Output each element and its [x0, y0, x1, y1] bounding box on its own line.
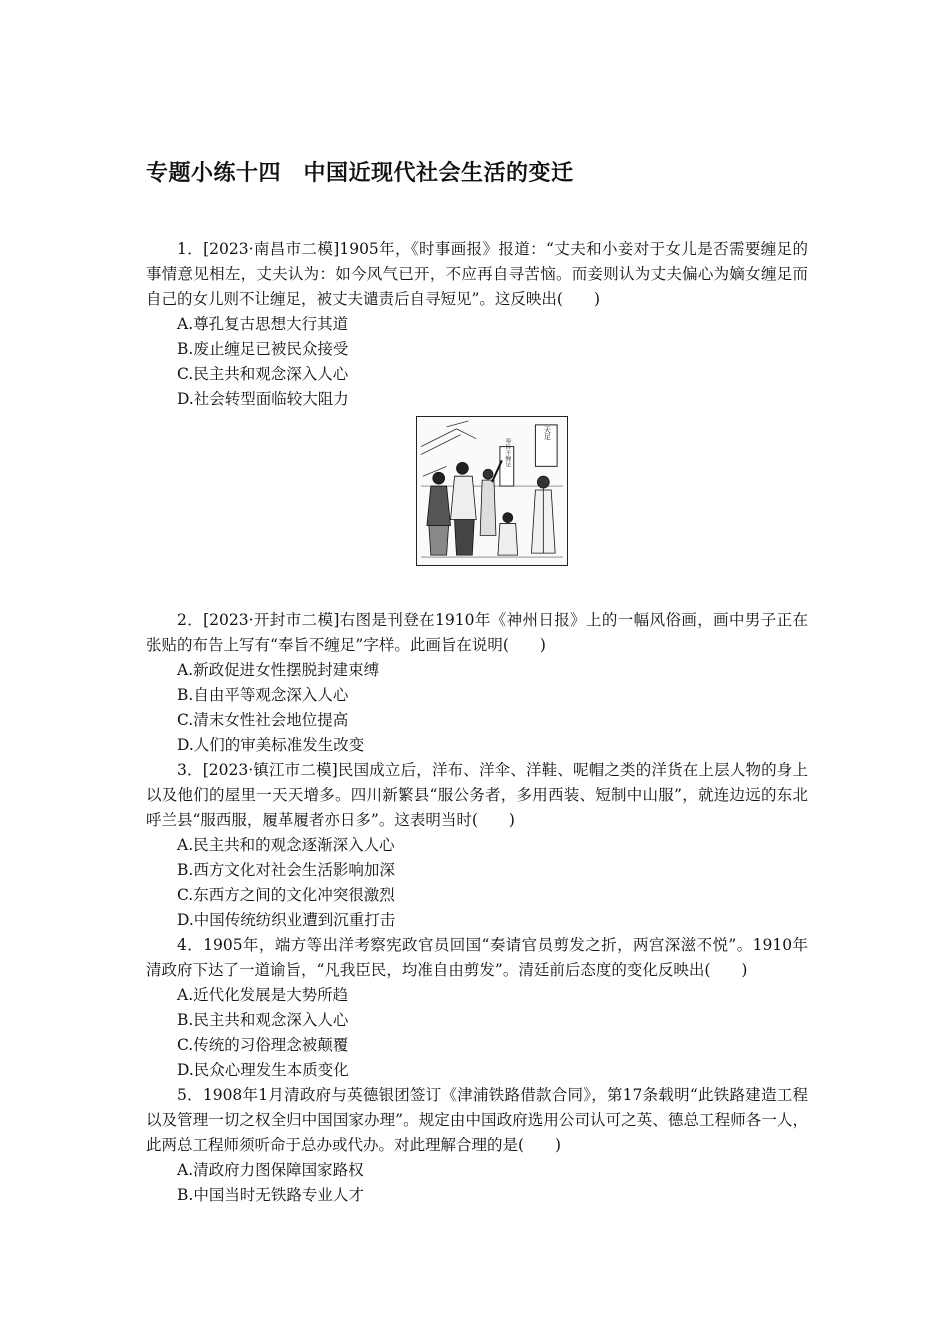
woman-left-figure [427, 472, 451, 555]
sign-text: 天足 [542, 425, 551, 440]
option-c: C.清末女性社会地位提高 [177, 711, 349, 729]
option-d: D.民众心理发生本质变化 [177, 1061, 349, 1079]
page-title: 专题小练十四 中国近现代社会生活的变迁 [146, 161, 574, 186]
option-a: A.近代化发展是大势所趋 [177, 986, 349, 1004]
option-b: B.废止缠足已被民众接受 [177, 340, 349, 358]
option-a: A.清政府力图保障国家路权 [177, 1161, 364, 1179]
man-pasting-figure [480, 460, 502, 535]
man-right-figure [531, 476, 555, 553]
question-stem: 2．[2023·开封市二模]右图是刊登在1910年《神州日报》上的一幅风俗画，画中男子正在张贴的布告上写有“奉旨不缠足”字样。此画旨在说明( ) [146, 611, 808, 654]
folk-custom-illustration [416, 416, 568, 566]
question-stem: 5．1908年1月清政府与英德银团签订《津浦铁路借款合同》，第17条载明“此铁路建造工程以及管理一切之权全归中国国家办理”。规定由中国政府选用公司认可之英、德总工程师各一人，此两总工程师须听命于总办或代办。对此理解合理的是( ) [146, 1086, 808, 1154]
option-b: B.民主共和观念深入人心 [177, 1011, 349, 1029]
option-c: C.民主共和观念深入人心 [177, 365, 349, 383]
question-1 [146, 237, 808, 412]
figure-container [146, 416, 808, 580]
question-stem: 1．[2023·南昌市二模]1905年，《时事画报》报道：“丈夫和小妾对于女儿是否需要缠足的事情意见相左，丈夫认为：如今风气已开，不应再自寻苦恼。而妾则认为丈夫偏心为嫡女缠足而自己的女儿则不让缠足，被丈夫谴责后自寻短见”。这反映出( ) [146, 240, 808, 308]
option-c: C.传统的习俗理念被颠覆 [177, 1036, 349, 1054]
illustration-drawing [417, 417, 567, 565]
question-5 [146, 1083, 808, 1208]
option-b: B.自由平等观念深入人心 [177, 686, 349, 704]
option-d: D.社会转型面临较大阻力 [177, 390, 349, 408]
option-a: A.尊孔复古思想大行其道 [177, 315, 349, 333]
option-c: C.东西方之间的文化冲突很激烈 [177, 886, 395, 904]
poster-text: 奉旨不缠足 [503, 437, 510, 468]
option-b: B.西方文化对社会生活影响加深 [177, 861, 395, 879]
child-figure [498, 513, 518, 555]
option-a: A.新政促进女性摆脱封建束缚 [177, 661, 380, 679]
question-list [146, 237, 808, 1208]
question-4 [146, 933, 808, 1083]
question-2 [146, 608, 808, 758]
option-a: A.民主共和的观念逐渐深入人心 [177, 836, 395, 854]
question-stem: 3．[2023·镇江市二模]民国成立后，洋布、洋伞、洋鞋、呢帽之类的洋货在上层人物的身上以及他们的屋里一天天增多。四川新繁县“服公务者，多用西装、短制中山服”，就连边远的东北呼兰县“服西服，履革履者亦日多”。这表明当时( ) [146, 761, 808, 829]
woman-middle-figure [451, 462, 477, 555]
question-stem: 4．1905年，端方等出洋考察宪政官员回国“奏请官员剪发之折，两宫深滋不悦”。1910年清政府下达了一道谕旨，“凡我臣民，均准自由剪发”。清廷前后态度的变化反映出( ) [146, 936, 808, 979]
option-b: B.中国当时无铁路专业人才 [177, 1186, 364, 1204]
option-d: D.人们的审美标准发生改变 [177, 736, 365, 754]
option-d: D.中国传统纺织业遭到沉重打击 [177, 911, 396, 929]
question-3 [146, 758, 808, 933]
